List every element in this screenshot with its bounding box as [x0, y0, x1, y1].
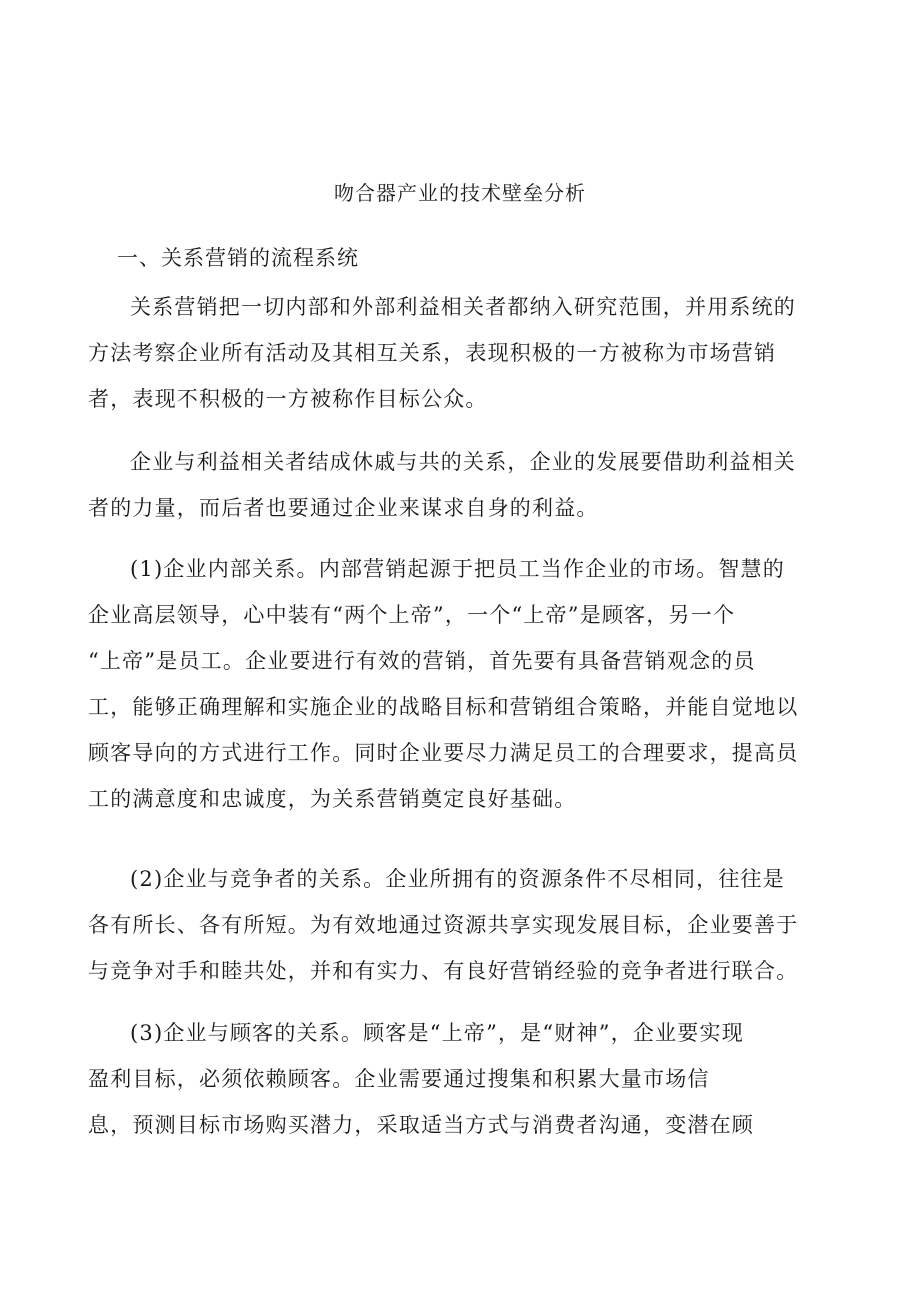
paragraph-line: 顾客导向的方式进行工作。同时企业要尽力满足员工的合理要求，提高员 — [88, 741, 799, 765]
paragraph — [88, 546, 834, 822]
paragraph-line: 者，表现不积极的一方被称作目标公众。 — [88, 387, 488, 411]
paragraph-line: 企业与利益相关者结成休戚与共的关系，企业的发展要借助利益相关 — [130, 450, 796, 474]
paragraph — [88, 439, 834, 531]
paragraph-line: 各有所长、各有所短。为有效地通过资源共享实现发展目标，企业要善于 — [88, 913, 799, 937]
paragraph — [88, 856, 834, 994]
paragraph — [88, 1010, 834, 1148]
paragraph-line: 工，能够正确理解和实施企业的战略目标和营销组合策略，并能自觉地以 — [88, 695, 799, 719]
paragraph-line: 工的满意度和忠诚度，为关系营销奠定良好基础。 — [88, 787, 577, 811]
paragraph-line: 方法考察企业所有活动及其相互关系，表现积极的一方被称为市场营销 — [88, 341, 777, 365]
paragraph — [88, 284, 834, 422]
paragraph-line: 与竞争对手和睦共处，并和有实力、有良好营销经验的竞争者进行联合。 — [88, 959, 799, 983]
paragraph-line: “上帝”是员工。企业要进行有效的营销，首先要有具备营销观念的员 — [88, 649, 756, 673]
section-heading: 一、关系营销的流程系统 — [117, 246, 359, 270]
paragraph-line: (1)企业内部关系。内部营销起源于把员工当作企业的市场。智慧的 — [130, 557, 785, 581]
paragraph-line: (2)企业与竞争者的关系。企业所拥有的资源条件不尽相同，往往是 — [130, 867, 785, 891]
paragraph-line: 者的力量，而后者也要通过企业来谋求自身的利益。 — [88, 496, 599, 520]
document-title: 吻合器产业的技术壁垒分析 — [334, 181, 586, 205]
paragraph-line: (3)企业与顾客的关系。顾客是“上帝”，是“财神”，企业要实现 — [130, 1021, 744, 1045]
paragraph-line: 关系营销把一切内部和外部利益相关者都纳入研究范围，并用系统的 — [130, 295, 796, 319]
paragraph-line: 盈利目标，必须依赖顾客。企业需要通过搜集和积累大量市场信 — [88, 1067, 710, 1091]
paragraph-line: 企业高层领导，心中装有“两个上帝”，一个“上帝”是顾客，另一个 — [88, 603, 736, 627]
paragraph-line: 息，预测目标市场购买潜力，采取适当方式与消费者沟通，变潜在顾 — [88, 1113, 754, 1137]
